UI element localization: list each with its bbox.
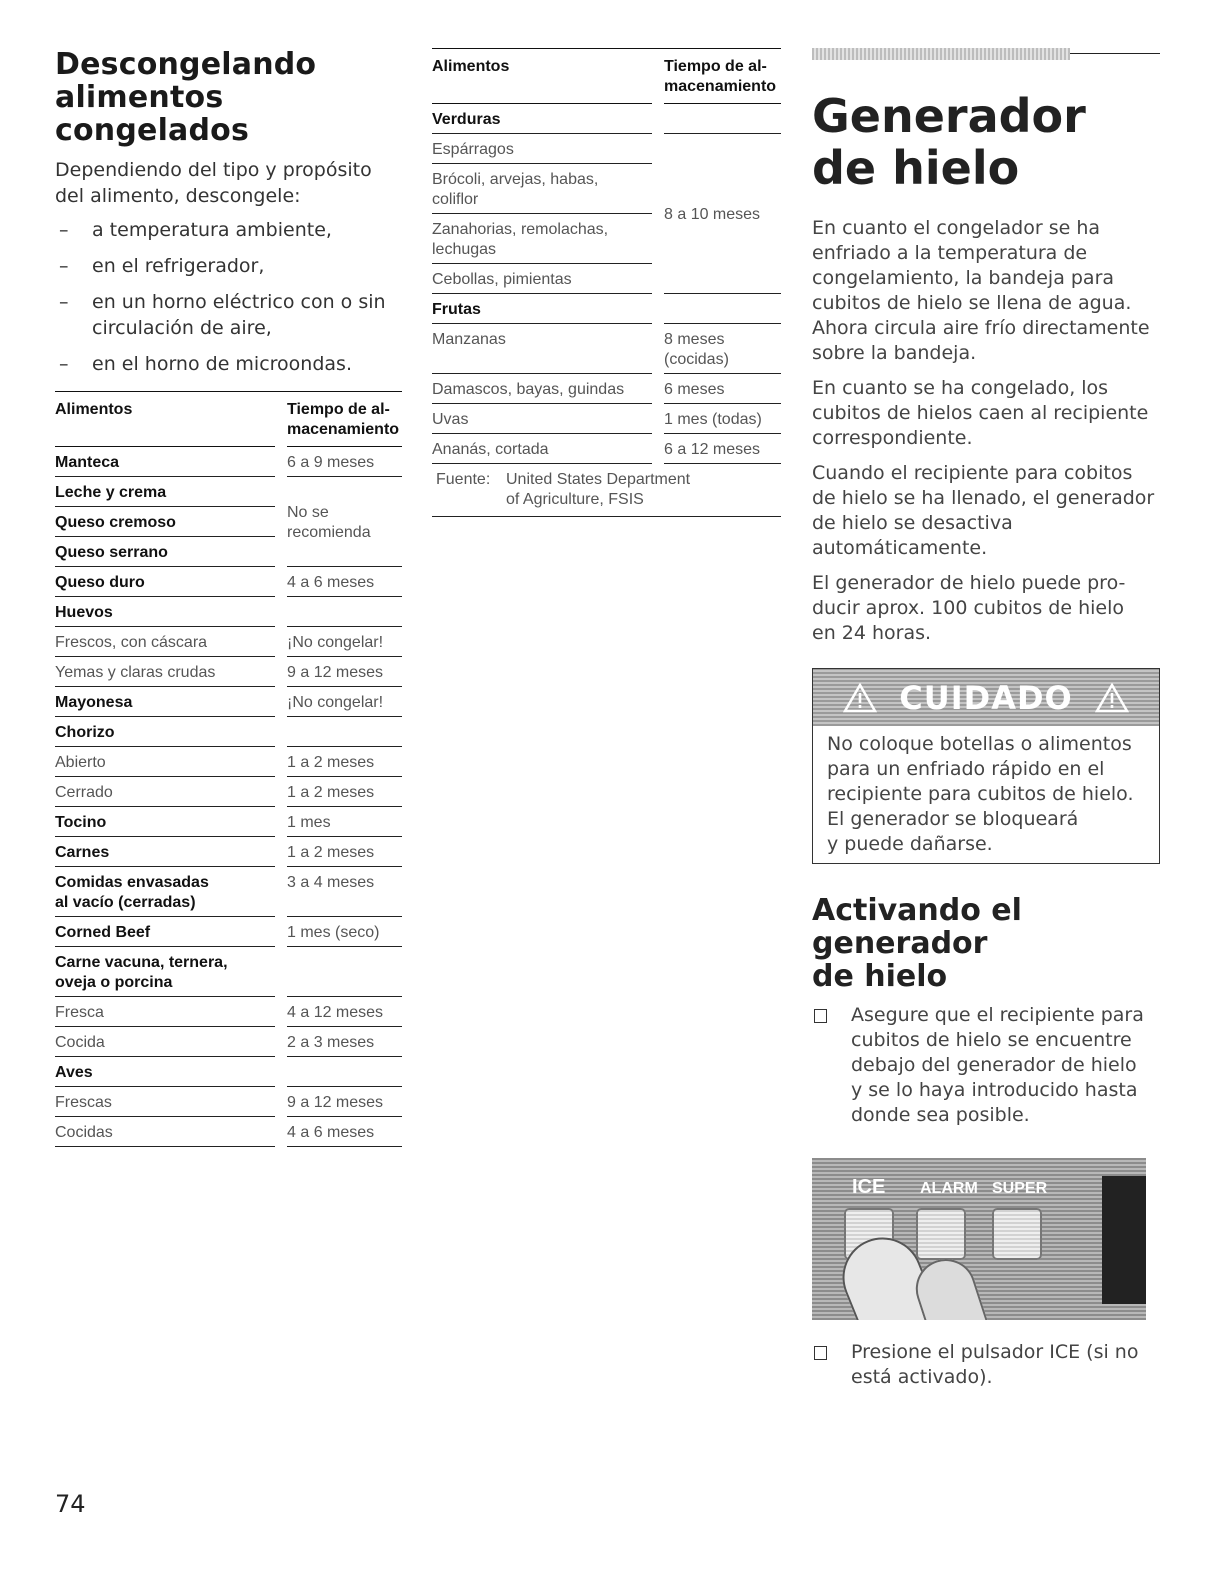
storage-table-2-body (432, 104, 781, 464)
table-row (432, 404, 781, 434)
food-cell: Carne vacuna, ternera, oveja o porcina (55, 947, 275, 997)
table-row (55, 447, 402, 477)
table-row (55, 1057, 402, 1087)
food-cell: Brócoli, arvejas, habas, coliflor (432, 164, 652, 214)
step-item (812, 1003, 1160, 1128)
table-header-food: Alimentos (55, 392, 275, 447)
food-cell: Corned Beef (55, 917, 275, 947)
middle-column (432, 0, 781, 517)
method-item: – en el horno de microondas. (55, 351, 402, 377)
storage-time-cell: 4 a 6 meses (287, 567, 402, 597)
step-text: Asegure que el recipiente para cubitos de hielo se encuentre debajo del generador de hielo y se lo haya introducido hasta donde sea posible. (851, 1004, 1144, 1126)
table-row (55, 997, 402, 1027)
storage-time-cell: 3 a 4 meses (287, 867, 402, 917)
table-row (55, 947, 402, 997)
food-cell: Frutas (432, 294, 652, 324)
table-row (55, 627, 402, 657)
food-cell: Queso cremoso (55, 507, 275, 537)
storage-time-cell (287, 717, 402, 747)
warning-triangle-icon (1095, 683, 1129, 713)
section-heading-ice-maker: Generador de hielo (812, 89, 1086, 195)
storage-time-cell (287, 1057, 402, 1087)
table-header-time: Tiempo de al- macenamiento (287, 392, 402, 447)
food-cell: Abierto (55, 747, 275, 777)
storage-time-cell: 8 a 10 meses (664, 134, 781, 294)
food-cell: Leche y crema (55, 477, 275, 507)
panel-label-ice: ICE (852, 1176, 886, 1198)
step-item (812, 1340, 1160, 1390)
food-cell: Cebollas, pimientas (432, 264, 652, 294)
food-cell: Yemas y claras crudas (55, 657, 275, 687)
storage-time-cell: 9 a 12 meses (287, 1087, 402, 1117)
food-cell: Ananás, cortada (432, 434, 652, 464)
storage-time-cell (664, 294, 781, 324)
food-cell: Frescas (55, 1087, 275, 1117)
warning-header (813, 669, 1159, 726)
source-label: Fuente: (436, 471, 491, 488)
food-cell: Tocino (55, 807, 275, 837)
table-row (432, 434, 781, 464)
food-cell: Chorizo (55, 717, 275, 747)
table-source (432, 464, 781, 517)
food-cell: Cocidas (55, 1117, 275, 1147)
method-item: – a temperatura ambiente, (55, 217, 402, 243)
storage-time-cell: 4 a 12 meses (287, 997, 402, 1027)
food-cell: Verduras (432, 104, 652, 134)
storage-time-cell: 6 a 12 meses (664, 434, 781, 464)
table-row (55, 687, 402, 717)
table-row (432, 104, 781, 134)
food-cell: Frescos, con cáscara (55, 627, 275, 657)
storage-time-cell: 1 a 2 meses (287, 837, 402, 867)
thawing-intro: Dependiendo del tipo y propósito del alimento, descongele: (55, 159, 372, 207)
method-item: – en el refrigerador, (55, 253, 402, 279)
storage-time-cell: 1 a 2 meses (287, 747, 402, 777)
food-cell: Manteca (55, 447, 275, 477)
warning-triangle-icon (843, 683, 877, 713)
table-row (55, 777, 402, 807)
food-cell: Fresca (55, 997, 275, 1027)
table-row (55, 1087, 402, 1117)
table-row (55, 477, 402, 507)
storage-time-cell: 1 mes (seco) (287, 917, 402, 947)
storage-time-cell (287, 597, 402, 627)
table-row (432, 294, 781, 324)
left-column (55, 0, 402, 1147)
table-row (55, 837, 402, 867)
food-cell: Cerrado (55, 777, 275, 807)
table-row (55, 717, 402, 747)
control-panel-photo (812, 1158, 1146, 1320)
display-panel (1102, 1176, 1146, 1304)
warning-text: No coloque botellas o alimentos para un enfriado rápido en el recipiente para cubitos de hielo. El generador se bloqueará y puede dañarse. (827, 733, 1134, 855)
table-row (55, 807, 402, 837)
storage-time-cell: 1 a 2 meses (287, 777, 402, 807)
page-number: 74 (55, 1490, 86, 1518)
paragraph: En cuanto el congelador se ha enfriado a la temperatura de congelamiento, la bandeja para cubitos de hielo se llena de agua. Ahora circula aire frío directamente sobre la bandeja. (812, 217, 1150, 364)
storage-time-cell (664, 104, 781, 134)
table-row (55, 1027, 402, 1057)
storage-time-cell: 6 meses (664, 374, 781, 404)
storage-time-cell: 6 a 9 meses (287, 447, 402, 477)
table-header-food: Alimentos (432, 49, 652, 104)
warning-box (812, 668, 1160, 864)
storage-time-cell: 1 mes (todas) (664, 404, 781, 434)
warning-title: CUIDADO (899, 678, 1073, 717)
storage-time-cell: 4 a 6 meses (287, 1117, 402, 1147)
storage-time-cell: 2 a 3 meses (287, 1027, 402, 1057)
table-row (55, 1117, 402, 1147)
paragraph: El generador de hielo puede pro- ducir aprox. 100 cubitos de hielo en 24 horas. (812, 572, 1126, 644)
table-header-time: Tiempo de al- macenamiento (664, 49, 781, 104)
table-row (432, 374, 781, 404)
food-cell: Mayonesa (55, 687, 275, 717)
panel-label-alarm: ALARM (920, 1180, 978, 1197)
panel-label-super: SUPER (992, 1180, 1048, 1197)
super-button (992, 1208, 1042, 1260)
storage-time-cell: ¡No congelar! (287, 687, 402, 717)
table-row (55, 567, 402, 597)
storage-table-2 (432, 48, 781, 464)
table-row (55, 657, 402, 687)
storage-time-cell: ¡No congelar! (287, 627, 402, 657)
storage-time-cell: 9 a 12 meses (287, 657, 402, 687)
food-cell: Uvas (432, 404, 652, 434)
food-cell: Espárragos (432, 134, 652, 164)
finger-illustration (908, 1251, 996, 1320)
alarm-button (916, 1208, 966, 1260)
table-row (55, 747, 402, 777)
storage-time-cell: 8 meses (cocidas) (664, 324, 781, 374)
checkbox-icon (814, 1009, 827, 1023)
food-cell: Zanahorias, remolachas, lechugas (432, 214, 652, 264)
table-row (55, 597, 402, 627)
subheading-activate: Activando el generador de hielo (812, 893, 1022, 994)
food-cell: Cocida (55, 1027, 275, 1057)
storage-time-cell: No se recomienda (287, 477, 402, 567)
storage-time-cell (287, 947, 402, 997)
food-cell: Comidas envasadas al vacío (cerradas) (55, 867, 275, 917)
paragraph: Cuando el recipiente para cobitos de hielo se ha llenado, el generador de hielo se desactiva automáticamente. (812, 462, 1155, 559)
right-column (812, 0, 1160, 1390)
food-cell: Queso duro (55, 567, 275, 597)
paragraph: En cuanto se ha congelado, los cubitos de hielos caen al recipiente correspondiente. (812, 377, 1149, 449)
method-item: – en un horno eléctrico con o sin circulación de aire, (55, 289, 402, 341)
table-row (55, 917, 402, 947)
food-cell: Aves (55, 1057, 275, 1087)
section-heading-thawing: Descongelando alimentos congelados (55, 47, 317, 148)
table-row (432, 324, 781, 374)
thawing-methods-list (55, 217, 402, 377)
storage-table-1 (55, 391, 402, 1147)
storage-table-1-body (55, 447, 402, 1147)
source-text: United States Department of Agriculture, FSIS (506, 471, 691, 508)
table-row (55, 867, 402, 917)
storage-time-cell: 1 mes (287, 807, 402, 837)
checkbox-icon (814, 1346, 827, 1360)
table-row (432, 134, 781, 164)
food-cell: Carnes (55, 837, 275, 867)
food-cell: Damascos, bayas, guindas (432, 374, 652, 404)
food-cell: Manzanas (432, 324, 652, 374)
food-cell: Huevos (55, 597, 275, 627)
step-text: Presione el pulsador ICE (si no está activado). (851, 1341, 1139, 1388)
food-cell: Queso serrano (55, 537, 275, 567)
